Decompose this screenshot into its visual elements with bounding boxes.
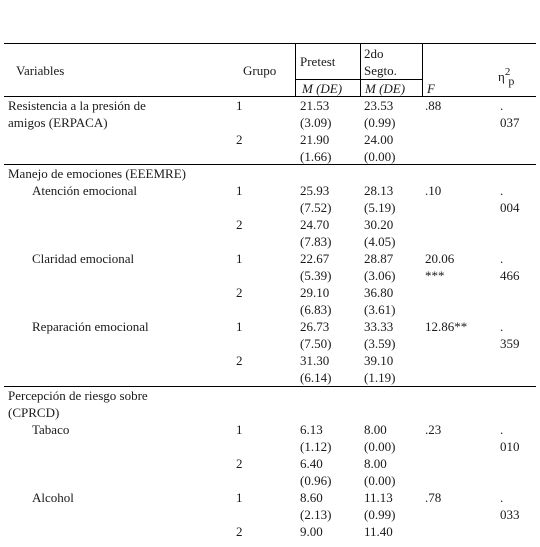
eta-value-line1: . [500,98,504,113]
segto-sd: (0.99) [364,115,396,130]
col-divider-segto [360,44,361,96]
grupo-cell: 2 [236,353,243,368]
section-percepcion-line1: Percepción de riesgo sobre [8,388,148,403]
table-top-rule [4,43,536,44]
pretest-mean: 24.70 [300,217,330,232]
label-claridad: Claridad emocional [32,251,135,266]
label-atencion: Atención emocional [32,183,138,198]
segto-mean: 30.20 [364,217,394,232]
label-erpaca-line2: amigos (ERPACA) [8,115,108,130]
f-value: .88 [425,98,442,113]
pretest-sd: (1.66) [300,149,332,164]
pretest-mean: 25.93 [300,183,330,198]
f-value: 12.86** [425,319,468,334]
grupo-cell: 2 [236,132,243,147]
section-manejo-emociones: Manejo de emociones (EEEMRE) [8,166,186,181]
header-pretest: Pretest [300,54,336,69]
header-variables: Variables [16,63,65,78]
eta-value-line2: 004 [500,200,520,215]
segto-sd: (0.00) [364,439,396,454]
pretest-sd: (5.39) [300,268,332,283]
segto-mean: 39.10 [364,353,394,368]
pretest-mean: 21.53 [300,98,330,113]
pretest-sd: (7.50) [300,336,332,351]
segto-mean: 24.00 [364,132,394,147]
segto-mean: 11.13 [364,490,393,505]
pretest-mean: 6.13 [300,422,323,437]
segto-mean: 33.33 [364,319,394,334]
pretest-mean: 31.30 [300,353,330,368]
eta-value-line2: 010 [500,439,520,454]
pretest-sd: (3.09) [300,115,332,130]
segto-mean: 36.80 [364,285,394,300]
pretest-sd: (2.13) [300,507,332,522]
segto-sd: (1.19) [364,370,396,385]
label-erpaca-line1: Resistencia a la presión de [8,98,146,113]
segto-sd: (3.59) [364,336,396,351]
header-mde-pretest: M (DE) [302,81,343,96]
f-significance: *** [425,268,445,283]
segto-mean: 8.00 [364,456,387,471]
eta-value-line2: 359 [500,336,520,351]
eta-value-line1: . [500,251,504,266]
eta-value-line1: . [500,490,504,505]
grupo-cell: 2 [236,524,243,539]
pretest-mean: 6.40 [300,456,323,471]
pretest-sd: (7.83) [300,234,332,249]
eta-value-line2: 037 [500,115,520,130]
header-grupo: Grupo [243,63,277,78]
f-value: .23 [425,422,442,437]
grupo-cell: 1 [236,422,243,437]
col-divider-f [422,44,423,96]
segto-mean: 11.40 [364,524,393,539]
pretest-mean: 22.67 [300,251,330,266]
eta-value-line2: 033 [500,507,520,522]
pretest-sd: (6.83) [300,302,332,317]
grupo-cell: 1 [236,251,243,266]
segto-mean: 28.87 [364,251,394,266]
grupo-cell: 2 [236,217,243,232]
pretest-mean: 9.00 [300,524,323,539]
segto-mean: 23.53 [364,98,394,113]
eta-value-line1: . [500,319,504,334]
header-segto-line1: 2do [364,46,384,61]
segto-sd: (3.61) [364,302,396,317]
grupo-cell: 1 [236,319,243,334]
grupo-cell: 1 [236,98,243,113]
eta-value-line1: . [500,422,504,437]
header-f: F [427,81,435,96]
pretest-sd: (7.52) [300,200,332,215]
pretest-sd: (6.14) [300,370,332,385]
segto-mean: 8.00 [364,422,387,437]
grupo-cell: 1 [236,183,243,198]
eta-value-line2: 466 [500,268,520,283]
grupo-cell: 2 [236,285,243,300]
f-value: .78 [425,490,442,505]
label-alcohol: Alcohol [32,490,74,505]
grupo-cell: 1 [236,490,243,505]
eta-subscript: p [508,74,515,88]
pretest-sd: (1.12) [300,439,332,454]
grupo-cell: 2 [236,456,243,471]
section-percepcion-line2: (CPRCD) [8,405,60,420]
pretest-mean: 29.10 [300,285,330,300]
eta-value-line1: . [500,183,504,198]
header-mde-segto: M (DE) [365,81,406,96]
segto-sd: (0.99) [364,507,396,522]
segto-sd: (4.05) [364,234,396,249]
eta-superscript: 2 [504,66,511,78]
segto-sd: (0.00) [364,149,396,164]
segto-sd: (5.19) [364,200,396,215]
pretest-sd: (0.96) [300,473,332,488]
label-reparacion: Reparación emocional [32,319,149,334]
label-tabaco: Tabaco [32,422,70,437]
eta-symbol: η [498,69,505,84]
header-segto-line2: Segto. [364,63,397,78]
segto-sd: (3.06) [364,268,396,283]
segto-sd: (0.00) [364,473,396,488]
col-divider-pretest [295,44,296,96]
f-value: .10 [425,183,442,198]
pretest-mean: 8.60 [300,490,323,505]
header-eta [498,68,516,87]
pretest-mean: 26.73 [300,319,330,334]
segto-mean: 28.13 [364,183,394,198]
pretest-mean: 21.90 [300,132,330,147]
f-value-line1: 20.06 [425,251,455,266]
